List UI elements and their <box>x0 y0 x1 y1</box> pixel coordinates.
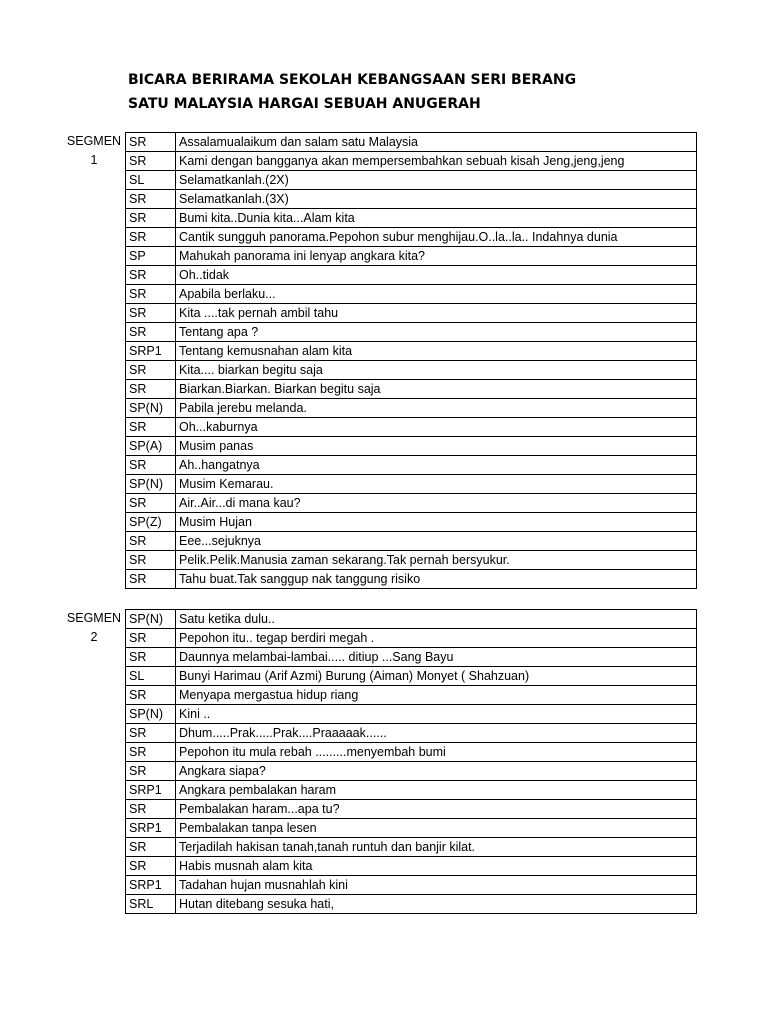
line-cell: Selamatkanlah.(2X) <box>176 171 697 190</box>
table-row <box>126 247 697 266</box>
line-cell: Biarkan.Biarkan. Biarkan begitu saja <box>176 380 697 399</box>
speaker-cell: SP(N) <box>126 475 176 494</box>
speaker-cell: SP <box>126 247 176 266</box>
table-row <box>126 570 697 589</box>
line-cell: Tadahan hujan musnahlah kini <box>176 876 697 895</box>
line-cell: Pabila jerebu melanda. <box>176 399 697 418</box>
table-row <box>126 380 697 399</box>
line-cell: Kami dengan bangganya akan mempersembahkan sebuah kisah Jeng,jeng,jeng <box>176 152 697 171</box>
table-row <box>126 323 697 342</box>
speaker-cell: SR <box>126 285 176 304</box>
line-cell: Eee...sejuknya <box>176 532 697 551</box>
speaker-cell: SP(Z) <box>126 513 176 532</box>
speaker-cell: SR <box>126 800 176 819</box>
line-cell: Oh..tidak <box>176 266 697 285</box>
line-cell: Bumi kita..Dunia kita...Alam kita <box>176 209 697 228</box>
speaker-cell: SR <box>126 857 176 876</box>
table-row <box>126 513 697 532</box>
document-title-line-2: SATU MALAYSIA HARGAI SEBUAH ANUGERAH <box>128 96 481 112</box>
speaker-cell: SR <box>126 133 176 152</box>
table-row <box>126 629 697 648</box>
table-row <box>126 171 697 190</box>
table-row <box>126 838 697 857</box>
segment-1-script-table <box>125 132 697 589</box>
segment-1-table-body <box>126 133 697 589</box>
line-cell: Bunyi Harimau (Arif Azmi) Burung (Aiman) Monyet ( Shahzuan) <box>176 667 697 686</box>
table-row <box>126 285 697 304</box>
table-row <box>126 494 697 513</box>
line-cell: Tentang kemusnahan alam kita <box>176 342 697 361</box>
segment-1-number: 1 <box>90 153 98 167</box>
table-row <box>126 781 697 800</box>
speaker-cell: SR <box>126 361 176 380</box>
table-row <box>126 209 697 228</box>
speaker-cell: SR <box>126 323 176 342</box>
table-row <box>126 342 697 361</box>
segment-2-number: 2 <box>90 630 98 644</box>
table-row <box>126 724 697 743</box>
speaker-cell: SP(N) <box>126 399 176 418</box>
line-cell: Habis musnah alam kita <box>176 857 697 876</box>
speaker-cell: SR <box>126 494 176 513</box>
speaker-cell: SL <box>126 667 176 686</box>
line-cell: Pepohon itu.. tegap berdiri megah . <box>176 629 697 648</box>
speaker-cell: SR <box>126 570 176 589</box>
line-cell: Air..Air...di mana kau? <box>176 494 697 513</box>
line-cell: Pelik.Pelik.Manusia zaman sekarang.Tak pernah bersyukur. <box>176 551 697 570</box>
table-row <box>126 800 697 819</box>
speaker-cell: SR <box>126 380 176 399</box>
document-title-line-1: BICARA BERIRAMA SEKOLAH KEBANGSAAN SERI BERANG <box>128 72 577 88</box>
table-row <box>126 762 697 781</box>
line-cell: Angkara siapa? <box>176 762 697 781</box>
line-cell: Musim Kemarau. <box>176 475 697 494</box>
line-cell: Mahukah panorama ini lenyap angkara kita? <box>176 247 697 266</box>
table-row <box>126 152 697 171</box>
line-cell: Kini .. <box>176 705 697 724</box>
speaker-cell: SR <box>126 686 176 705</box>
line-cell: Menyapa mergastua hidup riang <box>176 686 697 705</box>
speaker-cell: SR <box>126 304 176 323</box>
speaker-cell: SR <box>126 648 176 667</box>
table-row <box>126 437 697 456</box>
line-cell: Selamatkanlah.(3X) <box>176 190 697 209</box>
table-row <box>126 133 697 152</box>
line-cell: Musim panas <box>176 437 697 456</box>
line-cell: Daunnya melambai-lambai..... ditiup ...Sang Bayu <box>176 648 697 667</box>
line-cell: Cantik sungguh panorama.Pepohon subur menghijau.O..la..la.. Indahnya dunia <box>176 228 697 247</box>
table-row <box>126 532 697 551</box>
speaker-cell: SR <box>126 551 176 570</box>
segment-2-label-text: SEGMEN <box>66 611 122 625</box>
line-cell: Terjadilah hakisan tanah,tanah runtuh dan banjir kilat. <box>176 838 697 857</box>
table-row <box>126 895 697 914</box>
table-row <box>126 667 697 686</box>
table-row <box>126 857 697 876</box>
table-row <box>126 610 697 629</box>
speaker-cell: SR <box>126 228 176 247</box>
segment-2-script-table <box>125 609 697 914</box>
table-row <box>126 551 697 570</box>
line-cell: Pembalakan tanpa lesen <box>176 819 697 838</box>
line-cell: Pepohon itu mula rebah .........menyembah bumi <box>176 743 697 762</box>
table-row <box>126 876 697 895</box>
speaker-cell: SR <box>126 152 176 171</box>
line-cell: Hutan ditebang sesuka hati, <box>176 895 697 914</box>
speaker-cell: SR <box>126 743 176 762</box>
line-cell: Angkara pembalakan haram <box>176 781 697 800</box>
speaker-cell: SRP1 <box>126 781 176 800</box>
speaker-cell: SR <box>126 762 176 781</box>
speaker-cell: SR <box>126 418 176 437</box>
line-cell: Ah..hangatnya <box>176 456 697 475</box>
speaker-cell: SR <box>126 190 176 209</box>
table-row <box>126 743 697 762</box>
speaker-cell: SR <box>126 838 176 857</box>
table-row <box>126 705 697 724</box>
speaker-cell: SR <box>126 629 176 648</box>
table-row <box>126 648 697 667</box>
speaker-cell: SR <box>126 724 176 743</box>
line-cell: Tahu buat.Tak sanggup nak tanggung risiko <box>176 570 697 589</box>
table-row <box>126 418 697 437</box>
segment-1-label-text: SEGMEN <box>66 134 122 148</box>
table-row <box>126 686 697 705</box>
segment-2-table-body <box>126 610 697 914</box>
speaker-cell: SRP1 <box>126 876 176 895</box>
line-cell: Pembalakan haram...apa tu? <box>176 800 697 819</box>
speaker-cell: SR <box>126 266 176 285</box>
speaker-cell: SR <box>126 532 176 551</box>
segment-1-label <box>56 132 132 170</box>
speaker-cell: SP(A) <box>126 437 176 456</box>
line-cell: Satu ketika dulu.. <box>176 610 697 629</box>
speaker-cell: SR <box>126 209 176 228</box>
speaker-cell: SR <box>126 456 176 475</box>
table-row <box>126 304 697 323</box>
table-row <box>126 190 697 209</box>
table-row <box>126 266 697 285</box>
speaker-cell: SP(N) <box>126 610 176 629</box>
line-cell: Dhum.....Prak.....Prak....Praaaaak...... <box>176 724 697 743</box>
table-row <box>126 456 697 475</box>
line-cell: Kita ....tak pernah ambil tahu <box>176 304 697 323</box>
table-row <box>126 399 697 418</box>
speaker-cell: SP(N) <box>126 705 176 724</box>
speaker-cell: SRP1 <box>126 342 176 361</box>
table-row <box>126 475 697 494</box>
line-cell: Kita.... biarkan begitu saja <box>176 361 697 380</box>
line-cell: Tentang apa ? <box>176 323 697 342</box>
table-row <box>126 228 697 247</box>
segment-2-label <box>56 609 132 647</box>
speaker-cell: SL <box>126 171 176 190</box>
line-cell: Oh...kaburnya <box>176 418 697 437</box>
table-row <box>126 361 697 380</box>
line-cell: Assalamualaikum dan salam satu Malaysia <box>176 133 697 152</box>
line-cell: Musim Hujan <box>176 513 697 532</box>
line-cell: Apabila berlaku... <box>176 285 697 304</box>
speaker-cell: SRP1 <box>126 819 176 838</box>
speaker-cell: SRL <box>126 895 176 914</box>
table-row <box>126 819 697 838</box>
